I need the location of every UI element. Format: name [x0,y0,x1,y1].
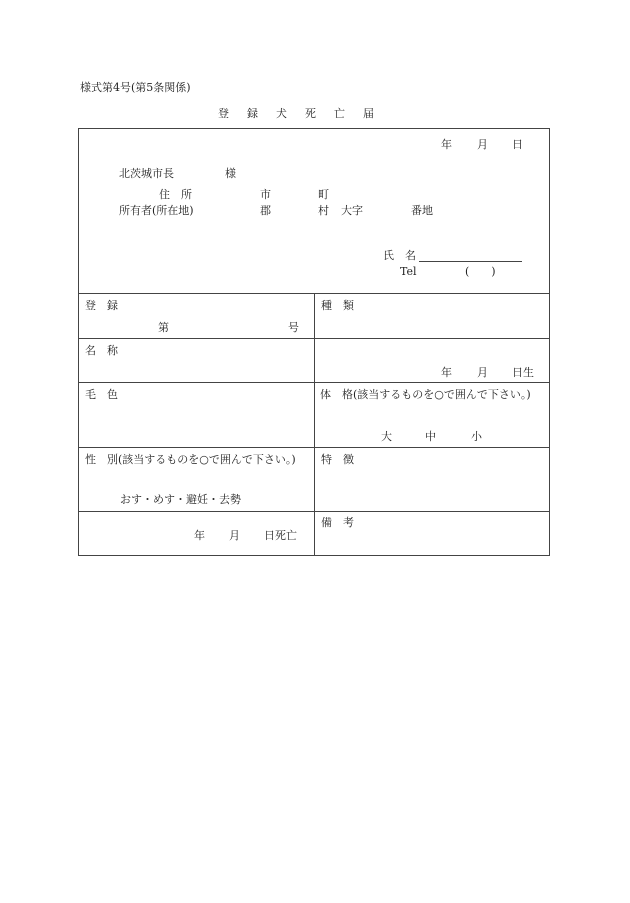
form-title: 登録犬死亡届 [218,107,392,120]
owner-label: 所有者(所在地) [119,204,194,217]
village-label: 村 [318,204,329,217]
date-year: 年 [441,138,452,151]
form-number: 様式第4号(第5条関係) [80,81,191,94]
city-label: 市 [260,188,271,201]
size-small: 小 [471,430,482,443]
registration-label: 登 録 [85,299,118,312]
birth-month: 月 [477,366,488,379]
breed-label: 種 類 [321,299,354,312]
town-label: 町 [318,188,329,201]
name-label: 氏 名 [383,249,416,262]
birth-day: 日生 [512,366,534,379]
honorific: 様 [225,167,236,180]
date-month: 月 [477,138,488,151]
registration-go: 号 [288,321,299,334]
county-label: 郡 [260,204,271,217]
registration-dai: 第 [158,321,169,334]
sex-options: おす・めす・避妊・去勢 [120,493,241,506]
sex-label: 性 別(該当するものを○で囲んで下さい。) [85,453,296,466]
aza-label: 大字 [341,204,363,217]
lot-label: 番地 [411,204,433,217]
birth-year: 年 [441,366,452,379]
address-label: 住 所 [159,188,192,201]
tel-parens: ( ) [465,265,496,278]
coat-label: 毛 色 [85,388,118,401]
death-day: 日死亡 [264,529,297,542]
size-medium: 中 [425,430,436,443]
name-underline [419,261,522,262]
column-divider [314,293,315,556]
remarks-label: 備 考 [321,516,354,529]
tel-label: Tel [400,265,417,278]
size-large: 大 [381,430,392,443]
addressee: 北茨城市長 [119,167,174,180]
death-month: 月 [229,529,240,542]
date-day: 日 [512,138,523,151]
death-year: 年 [194,529,205,542]
dog-name-label: 名 称 [85,344,118,357]
features-label: 特 徴 [321,453,354,466]
size-label: 体 格(該当するものを○で囲んで下さい。) [320,388,531,401]
